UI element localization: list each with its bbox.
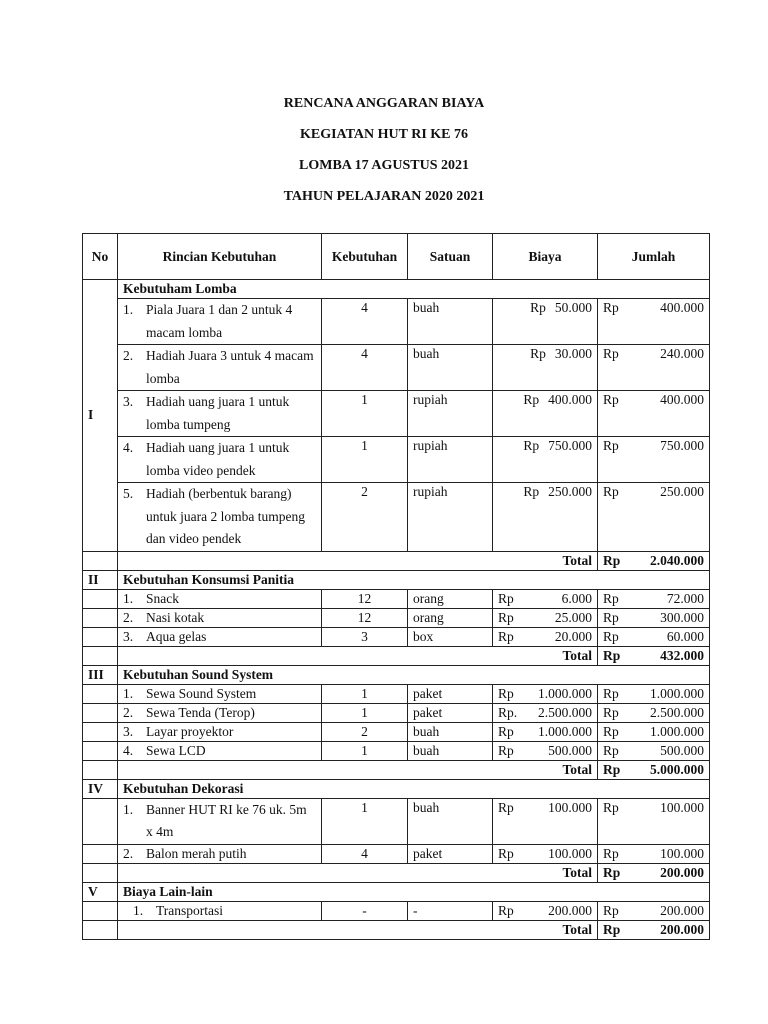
item-price — [498, 742, 592, 760]
item-description-cell — [118, 437, 322, 483]
empty-number-cell — [83, 703, 118, 722]
header-kebutuhan: Kebutuhan — [322, 234, 408, 280]
item-quantity: 2 — [322, 722, 408, 741]
price-currency: Rp — [523, 484, 540, 499]
section-total-currency: Rp — [603, 921, 621, 937]
item-number: 1. — [133, 902, 144, 918]
total-value: 60.000 — [666, 628, 704, 644]
price-currency: Rp — [498, 628, 514, 644]
total-currency: Rp — [603, 845, 619, 861]
item-price — [498, 704, 592, 722]
total-value: 250.000 — [660, 484, 704, 499]
item-text: Transportasi — [156, 902, 224, 918]
item-text: Sewa Tenda (Terop) — [146, 704, 255, 720]
item-quantity: 12 — [322, 608, 408, 627]
section-total-value: 200.000 — [660, 921, 704, 937]
header-row — [83, 234, 710, 280]
item-quantity: - — [322, 901, 408, 920]
item-total-cell — [598, 391, 710, 437]
section-total-value: 200.000 — [660, 864, 704, 880]
item-unit: orang — [408, 608, 493, 627]
item-total — [603, 590, 704, 608]
item-price — [498, 483, 592, 501]
section-title: Kebutuhan Sound System — [118, 665, 710, 684]
item-description-cell — [118, 741, 322, 760]
empty-number-cell — [83, 627, 118, 646]
item-price-cell — [493, 741, 598, 760]
item-text: Aqua gelas — [146, 628, 207, 644]
section-total-currency: Rp — [603, 647, 621, 663]
item-text: Piala Juara 1 dan 2 untuk 4 macam lomba — [146, 302, 293, 340]
item-unit: paket — [408, 684, 493, 703]
section-title-row — [83, 665, 710, 684]
item-price — [498, 345, 592, 363]
total-value: 1.000.000 — [650, 723, 704, 739]
item-total-cell — [598, 299, 710, 345]
empty-number-cell — [83, 684, 118, 703]
item-quantity: 1 — [322, 741, 408, 760]
empty-number-cell — [83, 920, 118, 939]
item-price-cell — [493, 299, 598, 345]
item-description-cell — [118, 798, 322, 844]
item-row — [83, 608, 710, 627]
item-total — [603, 902, 704, 920]
total-currency: Rp — [603, 438, 619, 453]
item-price — [498, 845, 592, 863]
item-total — [603, 483, 704, 501]
item-row — [83, 741, 710, 760]
item-number: 2. — [123, 348, 134, 363]
item-total — [603, 628, 704, 646]
total-currency: Rp — [603, 704, 619, 720]
item-description — [123, 391, 316, 436]
item-number: 3. — [123, 723, 134, 739]
item-price — [498, 590, 592, 608]
item-unit: - — [408, 901, 493, 920]
item-description — [123, 723, 316, 741]
item-text: Sewa LCD — [146, 742, 206, 758]
title-line-1: RENCANA ANGGARAN BIAYA — [283, 96, 485, 111]
section-title: Kebutuhan Dekorasi — [118, 779, 710, 798]
item-description-cell — [118, 722, 322, 741]
total-value: 2.500.000 — [650, 704, 704, 720]
total-label: Total — [118, 646, 598, 665]
empty-number-cell — [83, 608, 118, 627]
header-no: No — [83, 234, 118, 280]
item-description-cell — [118, 844, 322, 863]
item-text: Nasi kotak — [146, 609, 205, 625]
item-price — [498, 723, 592, 741]
item-price-cell — [493, 703, 598, 722]
price-currency: Rp — [498, 590, 514, 606]
item-price — [498, 799, 592, 817]
header-biaya: Biaya — [493, 234, 598, 280]
item-total-cell — [598, 437, 710, 483]
price-value: 100.000 — [548, 799, 592, 815]
item-text: Snack — [146, 590, 179, 606]
section-total-row — [83, 646, 710, 665]
price-value: 20.000 — [554, 628, 592, 644]
item-row — [83, 589, 710, 608]
section-total — [603, 552, 704, 570]
item-row — [83, 703, 710, 722]
item-row — [83, 684, 710, 703]
item-text: Balon merah putih — [146, 845, 247, 861]
item-description-cell — [118, 483, 322, 552]
item-unit: box — [408, 627, 493, 646]
item-number: 3. — [123, 394, 134, 409]
item-price-cell — [493, 684, 598, 703]
item-description — [123, 799, 316, 844]
item-quantity: 1 — [322, 437, 408, 483]
total-value: 200.000 — [660, 902, 704, 918]
total-currency: Rp — [603, 723, 619, 739]
section-total-cell — [598, 760, 710, 779]
item-total — [603, 799, 704, 817]
item-number: 1. — [123, 801, 134, 817]
item-quantity: 12 — [322, 589, 408, 608]
total-currency: Rp — [603, 300, 619, 315]
section-title: Kebutuhan Konsumsi Panitia — [118, 570, 710, 589]
section-title-row — [83, 570, 710, 589]
item-unit: rupiah — [408, 437, 493, 483]
item-number: 1. — [123, 685, 134, 701]
item-row — [83, 844, 710, 863]
item-description — [123, 299, 316, 344]
item-price-cell — [493, 722, 598, 741]
item-row — [83, 299, 710, 345]
item-total — [603, 345, 704, 363]
price-value: 100.000 — [548, 845, 592, 861]
section-title: Biaya Lain-lain — [118, 882, 710, 901]
total-currency: Rp — [603, 902, 619, 918]
header-satuan: Satuan — [408, 234, 493, 280]
item-price-cell — [493, 589, 598, 608]
price-currency: Rp — [530, 346, 546, 361]
item-total-cell — [598, 798, 710, 844]
price-value: 750.000 — [548, 438, 592, 453]
item-text: Banner HUT RI ke 76 uk. 5m x 4m — [146, 801, 307, 839]
item-price-cell — [493, 437, 598, 483]
item-quantity: 1 — [322, 391, 408, 437]
item-price — [498, 437, 592, 455]
total-value: 500.000 — [660, 742, 704, 758]
header-jumlah: Jumlah — [598, 234, 710, 280]
item-row — [83, 901, 710, 920]
item-price-cell — [493, 798, 598, 844]
empty-number-cell — [83, 844, 118, 863]
section-total — [603, 761, 704, 779]
item-description — [123, 590, 316, 608]
total-value: 240.000 — [660, 346, 704, 361]
item-number: 1. — [123, 590, 134, 606]
item-unit: orang — [408, 589, 493, 608]
item-text: Hadiah (berbentuk barang) untuk juara 2 lomba tumpeng dan video pendek — [146, 486, 305, 546]
empty-number-cell — [83, 863, 118, 882]
price-currency: Rp — [498, 742, 514, 758]
item-price — [498, 902, 592, 920]
item-unit: buah — [408, 345, 493, 391]
section-total-row — [83, 920, 710, 939]
item-number: 4. — [123, 440, 134, 455]
title-line-4: TAHUN PELAJARAN 2020 2021 — [283, 189, 485, 204]
empty-number-cell — [83, 551, 118, 570]
empty-number-cell — [83, 760, 118, 779]
section-total-currency: Rp — [603, 864, 621, 880]
item-total-cell — [598, 901, 710, 920]
item-row — [83, 627, 710, 646]
item-total — [603, 704, 704, 722]
item-description-cell — [118, 391, 322, 437]
empty-number-cell — [83, 741, 118, 760]
item-description-cell — [118, 589, 322, 608]
total-value: 100.000 — [660, 845, 704, 861]
item-description — [123, 902, 316, 920]
item-unit: buah — [408, 741, 493, 760]
total-value: 400.000 — [660, 392, 704, 407]
section-total-value: 2.040.000 — [650, 552, 704, 568]
item-description-cell — [118, 608, 322, 627]
item-row — [83, 798, 710, 844]
item-quantity: 2 — [322, 483, 408, 552]
section-number: IV — [83, 779, 118, 798]
total-label: Total — [118, 551, 598, 570]
item-row — [83, 722, 710, 741]
section-number: V — [83, 882, 118, 901]
title-line-2: KEGIATAN HUT RI KE 76 — [299, 127, 469, 142]
price-value: 1.000.000 — [538, 723, 592, 739]
price-currency: Rp. — [498, 704, 518, 720]
total-value: 300.000 — [660, 609, 704, 625]
total-currency: Rp — [603, 590, 619, 606]
item-total-cell — [598, 703, 710, 722]
section-total-row — [83, 863, 710, 882]
item-description — [123, 685, 316, 703]
section-total — [603, 921, 704, 939]
item-total — [603, 845, 704, 863]
item-number: 4. — [123, 742, 134, 758]
item-price-cell — [493, 627, 598, 646]
item-description-cell — [118, 299, 322, 345]
item-total — [603, 299, 704, 317]
empty-number-cell — [83, 646, 118, 665]
section-total-currency: Rp — [603, 552, 621, 568]
section-total — [603, 864, 704, 882]
total-currency: Rp — [603, 742, 619, 758]
total-value: 100.000 — [660, 799, 704, 815]
total-value: 1.000.000 — [650, 685, 704, 701]
item-total — [603, 723, 704, 741]
item-unit: buah — [408, 299, 493, 345]
section-title-row — [83, 779, 710, 798]
document-title-block — [0, 88, 768, 212]
item-total-cell — [598, 345, 710, 391]
item-quantity: 1 — [322, 703, 408, 722]
title-line-3: LOMBA 17 AGUSTUS 2021 — [299, 158, 469, 173]
item-unit: buah — [408, 798, 493, 844]
item-unit: paket — [408, 844, 493, 863]
item-description-cell — [118, 703, 322, 722]
item-row — [83, 483, 710, 552]
item-description — [123, 345, 316, 390]
section-title: Kebutuham Lomba — [118, 280, 710, 299]
item-unit: rupiah — [408, 483, 493, 552]
item-description — [123, 845, 316, 863]
section-number: II — [83, 570, 118, 589]
item-price — [498, 685, 592, 703]
total-currency: Rp — [603, 628, 619, 644]
section-number: III — [83, 665, 118, 684]
section-total-cell — [598, 863, 710, 882]
price-value: 250.000 — [548, 484, 592, 499]
price-currency: Rp — [523, 392, 540, 407]
section-total-row — [83, 551, 710, 570]
item-row — [83, 437, 710, 483]
price-value: 1.000.000 — [538, 685, 592, 701]
item-number: 3. — [123, 628, 134, 644]
price-currency: Rp — [498, 799, 514, 815]
total-value: 750.000 — [660, 438, 704, 453]
item-total-cell — [598, 741, 710, 760]
price-currency: Rp — [498, 902, 514, 918]
total-currency: Rp — [603, 484, 619, 499]
price-value: 30.000 — [554, 346, 592, 361]
total-value: 72.000 — [666, 590, 704, 606]
item-total — [603, 437, 704, 455]
item-number: 5. — [123, 486, 134, 501]
item-number: 2. — [123, 609, 134, 625]
item-total-cell — [598, 844, 710, 863]
item-quantity: 3 — [322, 627, 408, 646]
item-total-cell — [598, 483, 710, 552]
item-quantity: 4 — [322, 345, 408, 391]
budget-table — [82, 233, 710, 940]
empty-number-cell — [83, 589, 118, 608]
section-total-cell — [598, 646, 710, 665]
empty-number-cell — [83, 798, 118, 844]
item-row — [83, 391, 710, 437]
item-unit: paket — [408, 703, 493, 722]
item-description — [123, 609, 316, 627]
item-quantity: 4 — [322, 844, 408, 863]
item-price-cell — [493, 901, 598, 920]
price-value: 400.000 — [548, 392, 592, 407]
price-value: 25.000 — [554, 609, 592, 625]
item-description — [123, 437, 316, 482]
price-value: 200.000 — [548, 902, 592, 918]
item-number: 2. — [123, 845, 134, 861]
total-currency: Rp — [603, 685, 619, 701]
total-label: Total — [118, 760, 598, 779]
price-value: 6.000 — [561, 590, 592, 606]
total-currency: Rp — [603, 392, 619, 407]
item-total — [603, 685, 704, 703]
price-currency: Rp — [498, 685, 514, 701]
header-rincian: Rincian Kebutuhan — [118, 234, 322, 280]
item-description — [123, 628, 316, 646]
section-number: I — [83, 280, 118, 552]
item-text: Layar proyektor — [146, 723, 234, 739]
price-currency: Rp — [498, 609, 514, 625]
item-price-cell — [493, 608, 598, 627]
item-row — [83, 345, 710, 391]
item-total — [603, 742, 704, 760]
section-total-cell — [598, 551, 710, 570]
section-total-value: 432.000 — [660, 647, 704, 663]
total-label: Total — [118, 863, 598, 882]
price-currency: Rp — [523, 438, 540, 453]
item-description-cell — [118, 345, 322, 391]
section-total-cell — [598, 920, 710, 939]
item-price-cell — [493, 844, 598, 863]
item-description — [123, 704, 316, 722]
price-value: 500.000 — [548, 742, 592, 758]
section-title-row — [83, 280, 710, 299]
item-price — [498, 609, 592, 627]
item-description-cell — [118, 684, 322, 703]
item-price-cell — [493, 483, 598, 552]
item-text: Sewa Sound System — [146, 685, 257, 701]
price-value: 2.500.000 — [538, 704, 592, 720]
section-title-row — [83, 882, 710, 901]
item-total-cell — [598, 608, 710, 627]
price-currency: Rp — [498, 845, 514, 861]
item-total — [603, 609, 704, 627]
item-quantity: 1 — [322, 798, 408, 844]
total-value: 400.000 — [660, 300, 704, 315]
empty-number-cell — [83, 901, 118, 920]
total-currency: Rp — [603, 609, 619, 625]
item-price-cell — [493, 345, 598, 391]
price-currency: Rp — [498, 723, 514, 739]
price-currency: Rp — [530, 300, 546, 315]
item-description — [123, 483, 316, 551]
section-total-currency: Rp — [603, 761, 621, 777]
item-unit: rupiah — [408, 391, 493, 437]
total-currency: Rp — [603, 346, 619, 361]
item-text: Hadiah uang juara 1 untuk lomba tumpeng — [146, 394, 290, 432]
item-text: Hadiah uang juara 1 untuk lomba video pendek — [146, 440, 290, 478]
item-unit: buah — [408, 722, 493, 741]
total-currency: Rp — [603, 799, 619, 815]
item-price — [498, 299, 592, 317]
item-quantity: 4 — [322, 299, 408, 345]
item-price — [498, 628, 592, 646]
section-total-row — [83, 760, 710, 779]
item-number: 2. — [123, 704, 134, 720]
item-price-cell — [493, 391, 598, 437]
item-total — [603, 391, 704, 409]
section-total — [603, 647, 704, 665]
price-value: 50.000 — [554, 300, 592, 315]
item-description-cell — [118, 627, 322, 646]
item-number: 1. — [123, 302, 134, 317]
item-total-cell — [598, 722, 710, 741]
item-total-cell — [598, 627, 710, 646]
total-label: Total — [118, 920, 598, 939]
item-total-cell — [598, 589, 710, 608]
item-description — [123, 742, 316, 760]
section-total-value: 5.000.000 — [650, 761, 704, 777]
item-total-cell — [598, 684, 710, 703]
item-text: Hadiah Juara 3 untuk 4 macam lomba — [146, 348, 314, 386]
item-description-cell — [118, 901, 322, 920]
item-quantity: 1 — [322, 684, 408, 703]
empty-number-cell — [83, 722, 118, 741]
item-price — [498, 391, 592, 409]
